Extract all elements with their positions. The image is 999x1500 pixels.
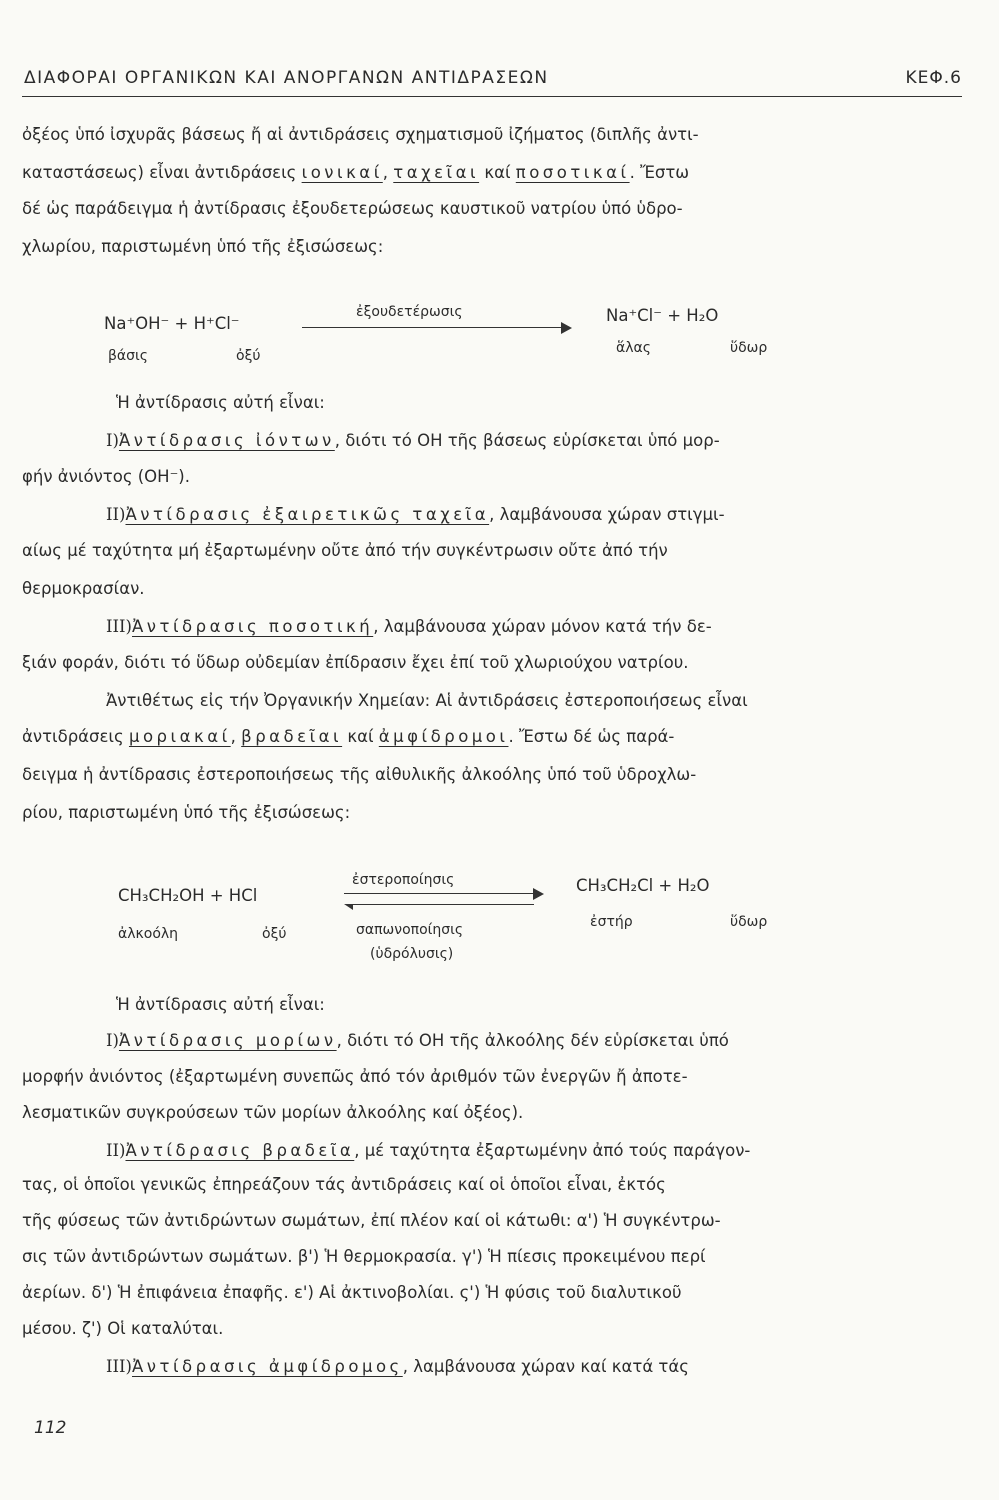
text-line: ἀερίων. δ') Ἡ ἐπιφάνεια ἐπαφῆς. ε') Αἱ ἀκτινοβολίαι. ς') Ἡ φύσις τοῦ διαλυτικοῦ — [22, 1283, 682, 1302]
list-item: III)Ἀντίδρασις ποσοτική, λαμβάνουσα χώραν μόνον κατά τήν δε- — [106, 617, 712, 636]
eq1-reaction-arrow — [302, 322, 572, 334]
eq2-label-acid: ὀξύ — [262, 926, 287, 942]
spaced-term: Ἀντίδρασις ἀμφίδρομος — [132, 1357, 403, 1376]
eq2-reactants: CH₃CH₂OH + HCl — [118, 886, 258, 905]
eq2-backward-label: σαπωνοποίησις — [356, 922, 464, 938]
list-item: III)Ἀντίδρασις ἀμφίδρομος, λαμβάνουσα χώραν καί κατά τάς — [106, 1357, 689, 1376]
text-line: μέσου. ζ') Οἱ καταλύται. — [22, 1319, 224, 1338]
running-header — [22, 66, 962, 97]
eq1-label-salt: ἅλας — [616, 340, 651, 356]
text-line: Ἡ ἀντίδρασις αὐτή εἶναι: — [116, 393, 325, 412]
spaced-term: Ἀντίδρασις βραδεῖα — [125, 1141, 355, 1160]
text-line: δειγμα ἡ ἀντίδρασις ἐστεροποιήσεως τῆς αἰθυλικῆς ἀλκοόλης ὑπό τοῦ ὑδροχλω- — [22, 765, 697, 784]
eq1-label-base: βάσις — [108, 348, 148, 364]
eq2-backward-sublabel: (ὑδρόλυσις) — [370, 946, 454, 962]
text-line: αίως μέ ταχύτητα μή ἐξαρτωμένην οὔτε ἀπό τήν συγκέντρωσιν οὔτε ἀπό τήν — [22, 541, 668, 560]
text-line: χλωρίου, παριστωμένη ὑπό τῆς ἐξισώσεως: — [22, 237, 384, 256]
text-line: ρίου, παριστωμένη ὑπό τῆς ἐξισώσεως: — [22, 803, 351, 822]
eq2-label-water: ὕδωρ — [730, 914, 768, 930]
spaced-term: ιονικαί — [301, 163, 383, 182]
text-line: τῆς φύσεως τῶν ἀντιδρώντων σωμάτων, ἐπί πλέον καί οἱ κάτωθι: α') Ἡ συγκέντρω- — [22, 1211, 721, 1230]
text-line: ὀξέος ὑπό ἰσχυρᾶς βάσεως ἤ αἱ ἀντιδράσεις σχηματισμοῦ ἰζήματος (διπλῆς ἀντι- — [22, 125, 699, 144]
eq2-label-ester: ἐστήρ — [590, 914, 633, 930]
text-line: λεσματικῶν συγκρούσεων τῶν μορίων ἀλκοόλης καί ὀξέος). — [22, 1103, 524, 1122]
text-line: τας, οἱ ὁποῖοι γενικῶς ἐπηρεάζουν τάς ἀντιδράσεις καί οἱ ὁποῖοι εἶναι, ἐκτός — [22, 1175, 666, 1194]
spaced-term: Ἀντίδρασις ποσοτική — [132, 617, 374, 636]
text-line: ἀντιδράσεις μοριακαί, βραδεῖαι καί ἀμφίδρομοι. Ἔστω δέ ὡς παρά- — [22, 727, 675, 746]
spaced-term: Ἀντίδρασις ἐξαιρετικῶς ταχεῖα — [125, 505, 490, 524]
text-line: σις τῶν ἀντιδρώντων σωμάτων. β') Ἡ θερμοκρασία. γ') Ἡ πίεσις προκειμένου περί — [22, 1247, 706, 1266]
spaced-term: Ἀντίδρασις μορίων — [118, 1031, 337, 1050]
eq1-label-acid: ὀξύ — [236, 348, 261, 364]
page-number: 112 — [34, 1418, 67, 1438]
spaced-term: ἀμφίδρομοι — [378, 727, 509, 746]
header-chapter: ΚΕΦ.6 — [905, 68, 962, 88]
text-line: μορφήν ἀνιόντος (ἐξαρτωμένη συνεπῶς ἀπό τόν ἀριθμόν τῶν ἐνεργῶν ἤ ἀποτε- — [22, 1067, 688, 1086]
text-line: καταστάσεως) εἶναι ἀντιδράσεις ιονικαί, ταχεῖαι καί ποσοτικαί. Ἔστω — [22, 163, 690, 182]
spaced-term: μοριακαί — [128, 727, 231, 746]
eq1-products: Na⁺Cl⁻ + H₂O — [606, 306, 719, 325]
spaced-term: βραδεῖαι — [241, 727, 343, 746]
list-item: II)Ἀντίδρασις βραδεῖα, μέ ταχύτητα ἐξαρτωμένην ἀπό τούς παράγον- — [106, 1141, 751, 1160]
eq1-arrow-label: ἐξουδετέρωσις — [356, 304, 463, 320]
list-item: II)Ἀντίδρασις ἐξαιρετικῶς ταχεῖα, λαμβάνουσα χώραν στιγμι- — [106, 505, 725, 524]
text-line: Ἀντιθέτως εἰς τήν Ὀργανικήν Χημείαν: Αἱ ἀντιδράσεις ἐστεροποιήσεως εἶναι — [106, 691, 748, 710]
eq2-backward-arrow — [344, 902, 534, 912]
list-item: I)Ἀντίδρασις μορίων, διότι τό OH τῆς ἀλκοόλης δέν εὑρίσκεται ὑπό — [106, 1031, 729, 1050]
eq1-label-water: ὕδωρ — [730, 340, 768, 356]
eq2-label-alcohol: ἀλκοόλη — [118, 926, 179, 942]
spaced-term: Ἀντίδρασις ἰόντων — [118, 431, 335, 450]
text-line: φήν ἀνιόντος (OH⁻). — [22, 467, 190, 486]
text-line: θερμοκρασίαν. — [22, 579, 145, 598]
text-line: δέ ὡς παράδειγμα ἡ ἀντίδρασις ἐξουδετερώσεως καυστικοῦ νατρίου ὑπό ὑδρο- — [22, 199, 683, 218]
eq2-products: CH₃CH₂Cl + H₂O — [576, 876, 710, 895]
eq1-reactants: Na⁺OH⁻ + H⁺Cl⁻ — [104, 314, 240, 333]
eq2-forward-arrow — [344, 888, 544, 900]
spaced-term: ποσοτικαί — [515, 163, 630, 182]
spaced-term: ταχεῖαι — [393, 163, 480, 182]
text-line: ξιάν φοράν, διότι τό ὕδωρ οὐδεμίαν ἐπίδρασιν ἔχει ἐπί τοῦ χλωριούχου νατρίου. — [22, 653, 689, 672]
list-item: I)Ἀντίδρασις ἰόντων, διότι τό OH τῆς βάσεως εὑρίσκεται ὑπό μορ- — [106, 431, 720, 450]
eq2-forward-label: ἐστεροποίησις — [352, 872, 455, 888]
header-title: ΔΙΑΦΟΡΑΙ ΟΡΓΑΝΙΚΩΝ ΚΑΙ ΑΝΟΡΓΑΝΩΝ ΑΝΤΙΔΡΑΣΕΩΝ — [24, 68, 549, 88]
text-line: Ἡ ἀντίδρασις αὐτή εἶναι: — [116, 995, 325, 1014]
